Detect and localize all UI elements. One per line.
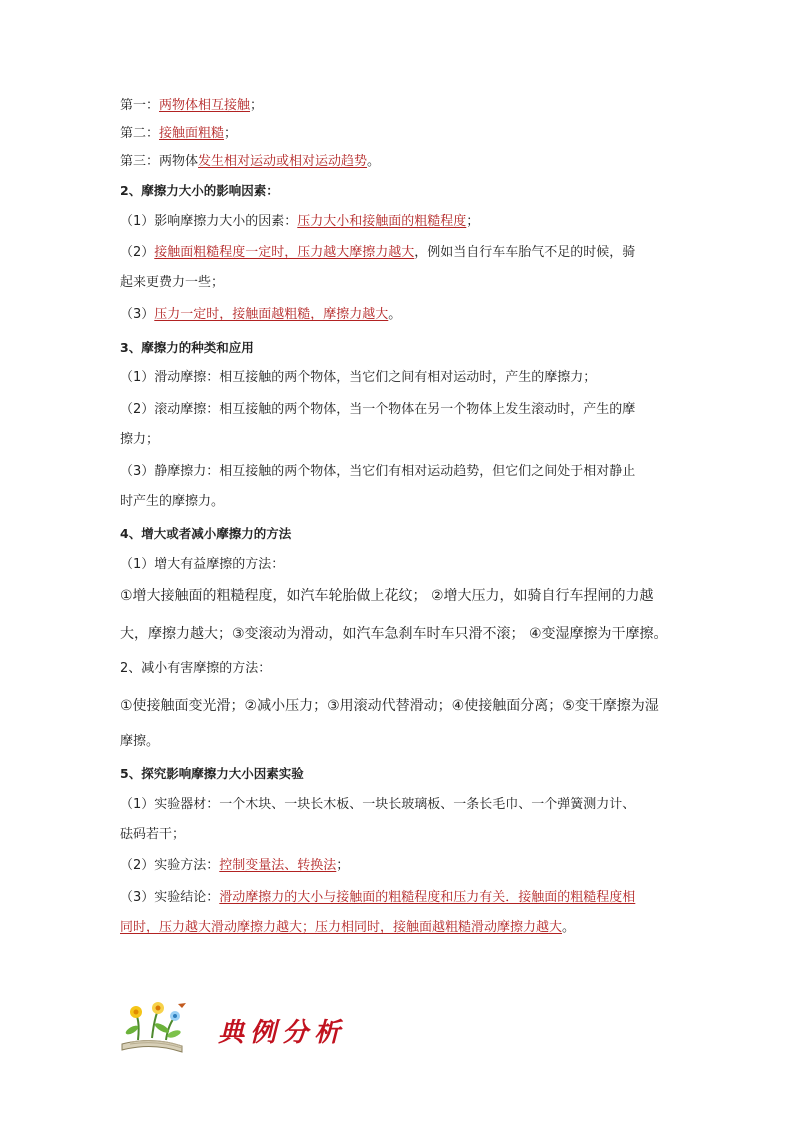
experiment-materials-cont: 砝码若干； [120,827,186,842]
item-label: （3） [120,307,155,322]
condition-label: 第三：两物体 [120,154,199,169]
decrease-methods-1 [120,697,659,715]
factor-2-cont: 起来更费力一些； [120,275,225,290]
section-heading-5: 5、探究影响摩擦力大小因素实验 [120,766,304,781]
condition-answer: 两物体相互接触 [159,98,251,113]
factor-2 [120,244,635,262]
condition-2 [120,125,237,143]
experiment-materials: （1）实验器材：一个木块、一块长木板、一块长玻璃板、一条长毛巾、一个弹簧测力计、 [120,797,636,812]
friction-type-1: （1）滑动摩擦：相互接触的两个物体，当它们之间有相对运动时，产生的摩擦力； [120,370,597,385]
punctuation: 。 [388,307,402,322]
factor-3 [120,306,401,324]
item-label: （2） [120,245,155,260]
friction-type-2: （2）滚动摩擦：相互接触的两个物体，当一个物体在另一个物体上发生滚动时，产生的摩 [120,402,636,417]
item-answer: 滑动摩擦力的大小与接触面的粗糙程度和压力有关．接触面的粗糙程度相 [219,890,636,905]
item-answer: 控制变量法、转换法 [219,858,337,873]
experiment-method [120,857,349,875]
experiment-conclusion-cont [120,919,575,937]
factor-1 [120,213,479,231]
condition-3 [120,153,380,171]
section-heading-typical-examples: 典例分析 [218,1018,347,1048]
condition-answer: 发生相对运动或相对运动趋势 [198,154,368,169]
experiment-conclusion [120,889,635,907]
punctuation: ； [224,126,238,141]
item-text: ，例如当自行车车胎气不足的时候，骑 [414,245,636,260]
punctuation: 。 [367,154,381,169]
item-answer: 压力一定时，接触面越粗糙，摩擦力越大 [154,307,389,322]
item-label: （3）实验结论： [120,890,220,905]
item-label: （1）影响摩擦力大小的因素： [120,214,298,229]
punctuation: ； [466,214,480,229]
section-heading-3: 3、摩擦力的种类和应用 [120,340,254,355]
decrease-methods-2: 摩擦。 [120,734,160,749]
item-answer: 同时，压力越大滑动摩擦力越大；压力相同时，接触面越粗糙滑动摩擦力越大 [120,920,563,935]
condition-1 [120,97,263,115]
decrease-friction-heading: 2、减小有害摩擦的方法： [120,661,272,676]
item-answer: 接触面粗糙程度一定时，压力越大摩擦力越大 [154,245,415,260]
increase-friction-heading: （1）增大有益摩擦的方法： [120,557,285,572]
punctuation: ； [250,98,264,113]
method-text: ①使接触面变光滑；②减小压力；③用滚动代替滑动； [120,698,452,714]
section-heading-4: 4、增大或者减小摩擦力的方法 [120,526,292,541]
condition-answer: 接触面粗糙 [159,126,225,141]
condition-label: 第二： [120,126,160,141]
item-label: （2）实验方法： [120,858,220,873]
punctuation: 。 [562,920,576,935]
friction-type-2-cont: 擦力； [120,432,160,447]
method-text-continued: ④使接触面分离；⑤变干摩擦为湿 [451,698,659,714]
item-answer: 压力大小和接触面的粗糙程度 [297,214,467,229]
condition-label: 第一： [120,98,160,113]
friction-type-3-cont: 时产生的摩擦力。 [120,494,225,509]
punctuation: ； [336,858,350,873]
friction-type-3: （3）静摩擦力：相互接触的两个物体，当它们有相对运动趋势，但它们之间处于相对静止 [120,464,636,479]
increase-methods-2: 大，摩擦力越大；③变滚动为滑动，如汽车急刹车时车只滑不滚； ④变湿摩擦为干摩擦。 [120,626,668,642]
section-heading-2: 2、摩擦力大小的影响因素： [120,183,279,198]
increase-methods-1: ①增大接触面的粗糙程度，如汽车轮胎做上花纹； ②增大压力，如骑自行车捏闸的力越 [120,588,654,604]
